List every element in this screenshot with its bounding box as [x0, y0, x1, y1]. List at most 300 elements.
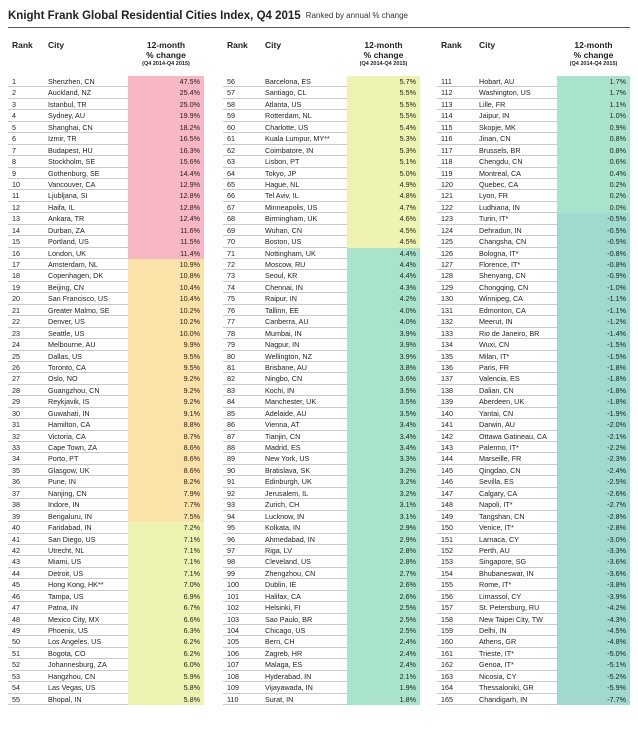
change-cell: 16.5%: [128, 133, 204, 144]
city-cell: Napoli, IT*: [479, 500, 513, 510]
city-cell: Portland, US: [48, 237, 89, 247]
change-cell: 9.2%: [128, 373, 204, 384]
rank-cell: 151: [441, 534, 453, 544]
table-row: [223, 190, 420, 201]
rank-cell: 13: [12, 214, 20, 224]
table-row: [8, 579, 204, 590]
rank-cell: 4: [12, 111, 16, 121]
change-cell: 4.3%: [347, 282, 420, 293]
rank-cell: 79: [227, 340, 235, 350]
city-cell: New Taipei City, TW: [479, 614, 543, 624]
rank-cell: 34: [12, 454, 20, 464]
change-header-period: (Q4 2014-Q4 2015): [142, 61, 190, 67]
change-cell: -0.5%: [557, 213, 630, 224]
table-row: [8, 636, 204, 647]
table-row: [8, 396, 204, 407]
rank-cell: 125: [441, 237, 453, 247]
rank-cell: 150: [441, 523, 453, 533]
rank-cell: 161: [441, 648, 453, 658]
rank-cell: 26: [12, 362, 20, 372]
city-cell: Milan, IT*: [479, 351, 510, 361]
table-row: [8, 87, 204, 98]
change-cell: 1.7%: [557, 76, 630, 87]
city-cell: Zhengzhou, CN: [265, 568, 316, 578]
table-row: [8, 270, 204, 281]
table-row: [223, 305, 420, 316]
change-cell: 1.1%: [557, 99, 630, 110]
city-cell: Wellington, NZ: [265, 351, 313, 361]
city-cell: Kuala Lumpur, MY**: [265, 134, 330, 144]
change-header: [128, 40, 204, 69]
rank-cell: 129: [441, 282, 453, 292]
table-column-1: [8, 34, 204, 705]
rank-cell: 30: [12, 408, 20, 418]
table-row: [223, 87, 420, 98]
city-cell: Charlotte, US: [265, 122, 309, 132]
change-cell: 47.5%: [128, 76, 204, 87]
table-row: [8, 522, 204, 533]
rank-cell: 55: [12, 694, 20, 704]
change-cell: 10.8%: [128, 270, 204, 281]
city-cell: Tallinn, EE: [265, 305, 299, 315]
table-row: [223, 511, 420, 522]
city-cell: Rotterdam, NL: [265, 111, 312, 121]
city-cell: Yantai, CN: [479, 408, 514, 418]
change-cell: -5.2%: [557, 671, 630, 682]
rank-cell: 127: [441, 260, 453, 269]
change-cell: 3.8%: [347, 362, 420, 373]
rank-cell: 152: [441, 545, 453, 555]
change-cell: 16.3%: [128, 145, 204, 156]
city-cell: Ahmedabad, IN: [265, 534, 315, 544]
change-cell: 3.6%: [347, 373, 420, 384]
change-cell: 3.9%: [347, 339, 420, 350]
change-cell: 5.7%: [347, 76, 420, 87]
table-row: [437, 602, 630, 613]
change-cell: 7.0%: [128, 579, 204, 590]
change-header-period: (Q4 2014-Q4 2015): [569, 61, 618, 67]
table-row: [223, 648, 420, 659]
city-cell: Tianjin, CN: [265, 431, 301, 441]
change-cell: -2.6%: [557, 488, 630, 499]
rank-cell: 158: [441, 614, 453, 624]
city-cell: Hangzhou, CN: [48, 671, 96, 681]
rank-cell: 114: [441, 111, 453, 121]
rank-cell: 77: [227, 317, 235, 327]
table-row: [8, 213, 204, 224]
rank-cell: 64: [227, 168, 235, 178]
table-row: [223, 99, 420, 110]
city-cell: Izmir, TR: [48, 134, 77, 144]
city-cell: Atlanta, US: [265, 99, 302, 109]
rank-cell: 95: [227, 523, 235, 533]
table-row: [223, 339, 420, 350]
rank-cell: 73: [227, 271, 235, 281]
rank-cell: 111: [441, 77, 452, 86]
rank-cell: 106: [227, 648, 239, 658]
change-cell: -1.8%: [557, 362, 630, 373]
city-cell: Brussels, BR: [479, 145, 521, 155]
city-cell: Boston, US: [265, 237, 302, 247]
change-cell: -2.3%: [557, 453, 630, 464]
table-row: [223, 636, 420, 647]
rank-cell: 29: [12, 397, 20, 407]
city-cell: Copenhagen, DK: [48, 271, 104, 281]
city-cell: Montreal, CA: [479, 168, 521, 178]
table-row: [437, 133, 630, 144]
city-cell: Ottawa Gatineau, CA: [479, 431, 547, 441]
change-cell: 6.3%: [128, 625, 204, 636]
change-cell: -0.5%: [557, 225, 630, 236]
table-row: [223, 476, 420, 487]
city-cell: Florence, IT*: [479, 260, 521, 269]
city-cell: Dehradun, IN: [479, 225, 522, 235]
table-row: [437, 476, 630, 487]
city-cell: Chongqing, CN: [479, 282, 529, 292]
table-row: [437, 419, 630, 430]
table-row: [8, 534, 204, 545]
table-row: [437, 293, 630, 304]
city-cell: Chennai, IN: [265, 282, 303, 292]
city-cell: Kochi, IN: [265, 385, 295, 395]
change-cell: 1.7%: [557, 87, 630, 98]
city-header: City: [265, 40, 282, 50]
city-cell: Jinan, CN: [479, 134, 511, 144]
city-cell: Venice, IT*: [479, 523, 514, 533]
rank-cell: 40: [12, 523, 20, 533]
change-cell: 10.2%: [128, 316, 204, 327]
change-header-line2: % change: [573, 50, 614, 60]
table-row: [437, 545, 630, 556]
change-cell: 7.2%: [128, 522, 204, 533]
change-cell: 5.8%: [128, 694, 204, 705]
change-cell: 2.5%: [347, 625, 420, 636]
rank-cell: 147: [441, 488, 453, 498]
table-row: [8, 99, 204, 110]
city-cell: Hyderabad, IN: [265, 671, 312, 681]
city-cell: Indore, IN: [48, 500, 80, 510]
table-row: [437, 99, 630, 110]
change-cell: 3.4%: [347, 442, 420, 453]
table-row: [8, 453, 204, 464]
city-cell: Dalian, CN: [479, 385, 514, 395]
table-row: [8, 316, 204, 327]
city-cell: Zagreb, HR: [265, 648, 303, 658]
city-cell: Sydney, AU: [48, 111, 86, 121]
rank-cell: 8: [12, 157, 16, 167]
table-row: [223, 351, 420, 362]
change-cell: 6.2%: [128, 636, 204, 647]
change-cell: 5.1%: [347, 156, 420, 167]
table-row: [8, 248, 204, 259]
change-cell: -2.8%: [557, 511, 630, 522]
rank-cell: 157: [441, 603, 453, 613]
rank-cell: 101: [227, 591, 239, 601]
city-cell: Durban, ZA: [48, 225, 85, 235]
city-cell: Brisbane, AU: [265, 362, 307, 372]
city-cell: Reykjavik, IS: [48, 397, 90, 407]
table-row: [223, 270, 420, 281]
page-title: Knight Frank Global Residential Cities Index, Q4 2015: [8, 9, 301, 22]
change-cell: 4.0%: [347, 305, 420, 316]
city-cell: Pune, IN: [48, 477, 76, 487]
table-row: [437, 579, 630, 590]
rank-cell: 46: [12, 591, 20, 601]
change-cell: 1.0%: [557, 110, 630, 121]
city-cell: Skopje, MK: [479, 122, 516, 132]
table-row: [437, 511, 630, 522]
rank-cell: 35: [12, 465, 20, 475]
rank-cell: 16: [12, 248, 20, 258]
city-cell: Utrecht, NL: [48, 545, 85, 555]
change-cell: 0.6%: [557, 156, 630, 167]
rank-cell: 50: [12, 637, 20, 647]
table-row: [8, 602, 204, 613]
change-cell: -3.8%: [557, 579, 630, 590]
change-cell: -5.9%: [557, 682, 630, 693]
rank-cell: 139: [441, 397, 453, 407]
rank-cell: 33: [12, 443, 20, 452]
city-cell: Faridabad, IN: [48, 523, 92, 533]
column-header: [437, 34, 630, 76]
city-cell: Raipur, IN: [265, 294, 297, 304]
rank-cell: 36: [12, 477, 20, 487]
rank-cell: 142: [441, 431, 453, 441]
rank-cell: 71: [227, 248, 235, 258]
rank-cell: 81: [227, 362, 235, 372]
rank-cell: 100: [227, 580, 239, 590]
change-cell: -1.9%: [557, 408, 630, 419]
city-cell: Shenzhen, CN: [48, 77, 95, 86]
rank-cell: 136: [441, 362, 453, 372]
rank-cell: 53: [12, 671, 20, 681]
table-row: [8, 568, 204, 579]
change-cell: -0.9%: [557, 270, 630, 281]
city-cell: Sao Paulo, BR: [265, 614, 313, 624]
rank-cell: 154: [441, 568, 453, 578]
rank-cell: 2: [12, 88, 16, 98]
rank-cell: 123: [441, 214, 453, 224]
rank-cell: 91: [227, 477, 235, 487]
rank-cell: 98: [227, 557, 235, 567]
table-row: [8, 76, 204, 87]
table-row: [8, 659, 204, 670]
rank-cell: 93: [227, 500, 235, 510]
change-cell: -5.1%: [557, 659, 630, 670]
rank-cell: 155: [441, 580, 453, 590]
table-row: [437, 145, 630, 156]
rank-cell: 62: [227, 145, 235, 155]
city-cell: Birmingham, UK: [265, 214, 318, 224]
city-cell: Halifax, CA: [265, 591, 301, 601]
table-row: [8, 110, 204, 121]
change-cell: 2.5%: [347, 614, 420, 625]
city-cell: Edinburgh, UK: [265, 477, 312, 487]
change-cell: -0.8%: [557, 248, 630, 259]
table-row: [8, 591, 204, 602]
rank-cell: 60: [227, 122, 235, 132]
city-cell: Dublin, IE: [265, 580, 297, 590]
table-row: [437, 305, 630, 316]
change-cell: 11.5%: [128, 236, 204, 247]
rank-cell: 159: [441, 626, 453, 635]
change-cell: 4.8%: [347, 190, 420, 201]
rank-cell: 165: [441, 694, 453, 704]
rank-cell: 104: [227, 626, 239, 635]
city-cell: Calgary, CA: [479, 488, 518, 498]
change-header: [347, 40, 420, 69]
table-row: [223, 556, 420, 567]
rank-cell: 85: [227, 408, 235, 418]
rank-cell: 92: [227, 488, 235, 498]
table-row: [8, 625, 204, 636]
change-cell: 2.9%: [347, 534, 420, 545]
table-row: [223, 625, 420, 636]
city-cell: Tangshan, CN: [479, 511, 525, 521]
city-cell: Phoenix, US: [48, 626, 88, 635]
change-cell: 12.8%: [128, 190, 204, 201]
rank-cell: 113: [441, 99, 453, 109]
change-cell: 3.5%: [347, 396, 420, 407]
change-cell: 1.9%: [347, 682, 420, 693]
rank-cell: 48: [12, 614, 20, 624]
table-row: [8, 511, 204, 522]
table-row: [8, 465, 204, 476]
rank-cell: 11: [12, 191, 20, 201]
table-row: [223, 659, 420, 670]
city-cell: Istanbul, TR: [48, 99, 87, 109]
change-cell: 0.9%: [557, 122, 630, 133]
table-row: [437, 625, 630, 636]
city-cell: Jerusalem, IL: [265, 488, 309, 498]
rank-cell: 141: [441, 420, 453, 430]
table-row: [8, 408, 204, 419]
table-row: [8, 202, 204, 213]
change-cell: 5.3%: [347, 133, 420, 144]
rank-cell: 122: [441, 202, 453, 212]
rank-header: Rank: [227, 40, 248, 50]
change-cell: 3.3%: [347, 453, 420, 464]
table-row: [223, 316, 420, 327]
change-cell: -1.1%: [557, 305, 630, 316]
rank-cell: 118: [441, 157, 453, 167]
city-cell: Bern, CH: [265, 637, 295, 647]
table-row: [8, 614, 204, 625]
city-cell: Johannesburg, ZA: [48, 660, 107, 670]
change-cell: 4.0%: [347, 316, 420, 327]
table-row: [8, 351, 204, 362]
city-cell: Bengaluru, IN: [48, 511, 92, 521]
rank-cell: 84: [227, 397, 235, 407]
city-cell: Changsha, CN: [479, 237, 527, 247]
rank-cell: 153: [441, 557, 453, 567]
change-header-line2: % change: [146, 50, 186, 60]
city-cell: Madrid, ES: [265, 443, 301, 452]
table-row: [8, 168, 204, 179]
rank-cell: 18: [12, 271, 20, 281]
city-cell: Lucknow, IN: [265, 511, 305, 521]
title-bar: [8, 4, 630, 28]
rank-cell: 74: [227, 282, 235, 292]
table-row: [8, 122, 204, 133]
rank-cell: 17: [12, 260, 20, 269]
table-row: [437, 87, 630, 98]
change-cell: 9.2%: [128, 385, 204, 396]
change-cell: 2.1%: [347, 671, 420, 682]
rank-cell: 133: [441, 328, 453, 338]
city-cell: Chengdu, CN: [479, 157, 523, 167]
change-cell: 25.0%: [128, 99, 204, 110]
change-cell: -2.0%: [557, 419, 630, 430]
change-cell: 2.6%: [347, 591, 420, 602]
change-header-line1: 12-month: [146, 40, 186, 50]
rank-cell: 15: [12, 237, 20, 247]
table-row: [223, 671, 420, 682]
change-cell: 3.2%: [347, 465, 420, 476]
rank-cell: 117: [441, 145, 453, 155]
change-header-line1: 12-month: [364, 40, 403, 50]
change-cell: 5.9%: [128, 671, 204, 682]
rank-cell: 37: [12, 488, 20, 498]
change-cell: 3.2%: [347, 488, 420, 499]
rank-cell: 86: [227, 420, 235, 430]
city-cell: Valencia, ES: [479, 374, 520, 384]
change-cell: 4.2%: [347, 293, 420, 304]
change-cell: 4.5%: [347, 225, 420, 236]
table-row: [223, 225, 420, 236]
table-row: [437, 248, 630, 259]
table-row: [223, 282, 420, 293]
change-cell: 2.6%: [347, 579, 420, 590]
city-cell: Hong Kong, HK**: [48, 580, 104, 590]
city-cell: Nagpur, IN: [265, 340, 300, 350]
table-row: [437, 442, 630, 453]
rank-cell: 96: [227, 534, 235, 544]
change-cell: 6.9%: [128, 591, 204, 602]
city-cell: Limassol, CY: [479, 591, 522, 601]
change-cell: 10.9%: [128, 259, 204, 270]
rank-cell: 137: [441, 374, 453, 384]
rank-cell: 39: [12, 511, 20, 521]
change-cell: -1.4%: [557, 328, 630, 339]
table-row: [8, 362, 204, 373]
rank-cell: 112: [441, 88, 453, 98]
change-cell: 15.6%: [128, 156, 204, 167]
city-cell: Moscow, RU: [265, 260, 306, 269]
table-row: [437, 648, 630, 659]
city-cell: Nanjing, CN: [48, 488, 87, 498]
table-row: [8, 236, 204, 247]
city-cell: London, UK: [48, 248, 86, 258]
table-column-2: [223, 34, 420, 705]
table-row: [437, 179, 630, 190]
city-cell: Malaga, ES: [265, 660, 303, 670]
change-cell: -2.8%: [557, 522, 630, 533]
rank-cell: 19: [12, 282, 20, 292]
table-row: [8, 190, 204, 201]
city-cell: Melbourne, AU: [48, 340, 96, 350]
city-cell: Tampa, US: [48, 591, 84, 601]
table-row: [437, 362, 630, 373]
rank-cell: 23: [12, 328, 20, 338]
column-header: [8, 34, 204, 76]
city-cell: Hague, NL: [265, 179, 300, 189]
table-row: [437, 396, 630, 407]
city-cell: Athens, GR: [479, 637, 517, 647]
change-cell: 7.1%: [128, 545, 204, 556]
change-cell: 10.2%: [128, 305, 204, 316]
page-subtitle: Ranked by annual % change: [305, 11, 408, 20]
